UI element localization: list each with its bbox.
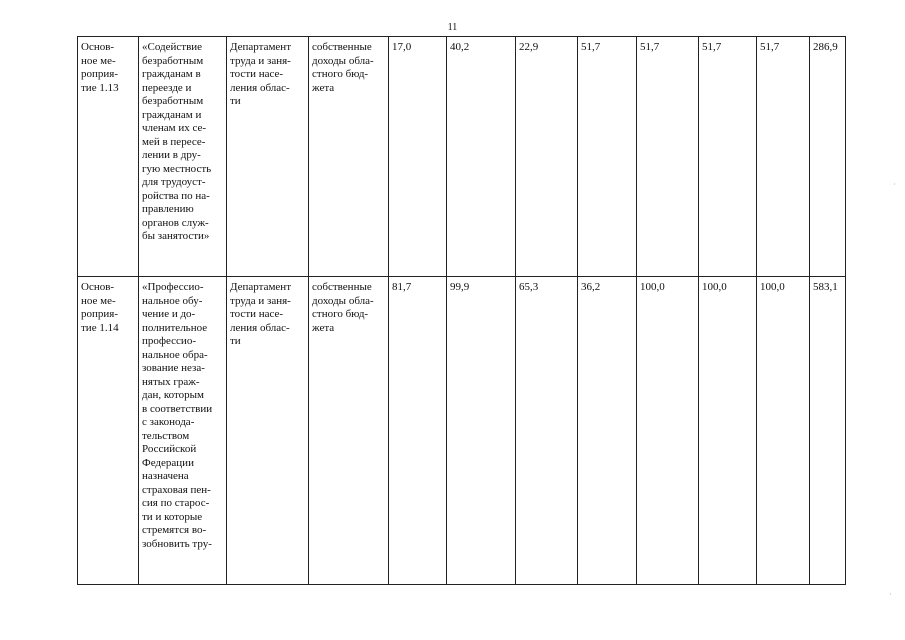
program-table — [77, 36, 846, 585]
measure-code-cell: Основ- ное ме- роприя- тие 1.13 — [78, 37, 139, 277]
year-value-cell: 99,9 — [447, 277, 516, 585]
year-value-cell: 36,2 — [578, 277, 637, 585]
executor-cell: Департамент труда и заня- тости насе- ления облас- ти — [227, 37, 309, 277]
year-value-cell: 51,7 — [637, 37, 699, 277]
table-body — [78, 37, 846, 585]
year-value-cell: 51,7 — [757, 37, 810, 277]
year-value-cell: 100,0 — [637, 277, 699, 585]
funding-source-cell: собственные доходы обла- стного бюд- жета — [309, 37, 389, 277]
table-row — [78, 277, 846, 585]
measure-code-cell: Основ- ное ме- роприя- тие 1.14 — [78, 277, 139, 585]
funding-source-cell: собственные доходы обла- стного бюд- жета — [309, 277, 389, 585]
measure-name-cell: «Содействие безработным гражданам в переезде и безработным гражданам и членам их се- мей в пересе- лении в дру- гую местность для трудоуст- ройства по на- правлению органов служ- бы занятости» — [139, 37, 227, 277]
year-value-cell: 100,0 — [757, 277, 810, 585]
page-number: 11 — [447, 22, 458, 33]
table-row — [78, 37, 846, 277]
year-value-cell: 51,7 — [578, 37, 637, 277]
scan-mark: · — [893, 180, 896, 189]
year-value-cell: 65,3 — [516, 277, 578, 585]
year-value-cell: 22,9 — [516, 37, 578, 277]
executor-cell: Департамент труда и заня- тости насе- ления облас- ти — [227, 277, 309, 585]
total-value-cell: 286,9 — [810, 37, 846, 277]
year-value-cell: 40,2 — [447, 37, 516, 277]
year-value-cell: 17,0 — [389, 37, 447, 277]
year-value-cell: 100,0 — [699, 277, 757, 585]
scan-mark: · — [889, 590, 892, 599]
year-value-cell: 51,7 — [699, 37, 757, 277]
measure-name-cell: «Профессио- нальное обу- чение и до- полнительное профессио- нальное обра- зование неза- нятых граж- дан, которым в соответствии с законода- тельством Российской Федерации назначена страховая пен- сия по старос- ти и которые стремятся во- зобновить тру- — [139, 277, 227, 585]
year-value-cell: 81,7 — [389, 277, 447, 585]
total-value-cell: 583,1 — [810, 277, 846, 585]
